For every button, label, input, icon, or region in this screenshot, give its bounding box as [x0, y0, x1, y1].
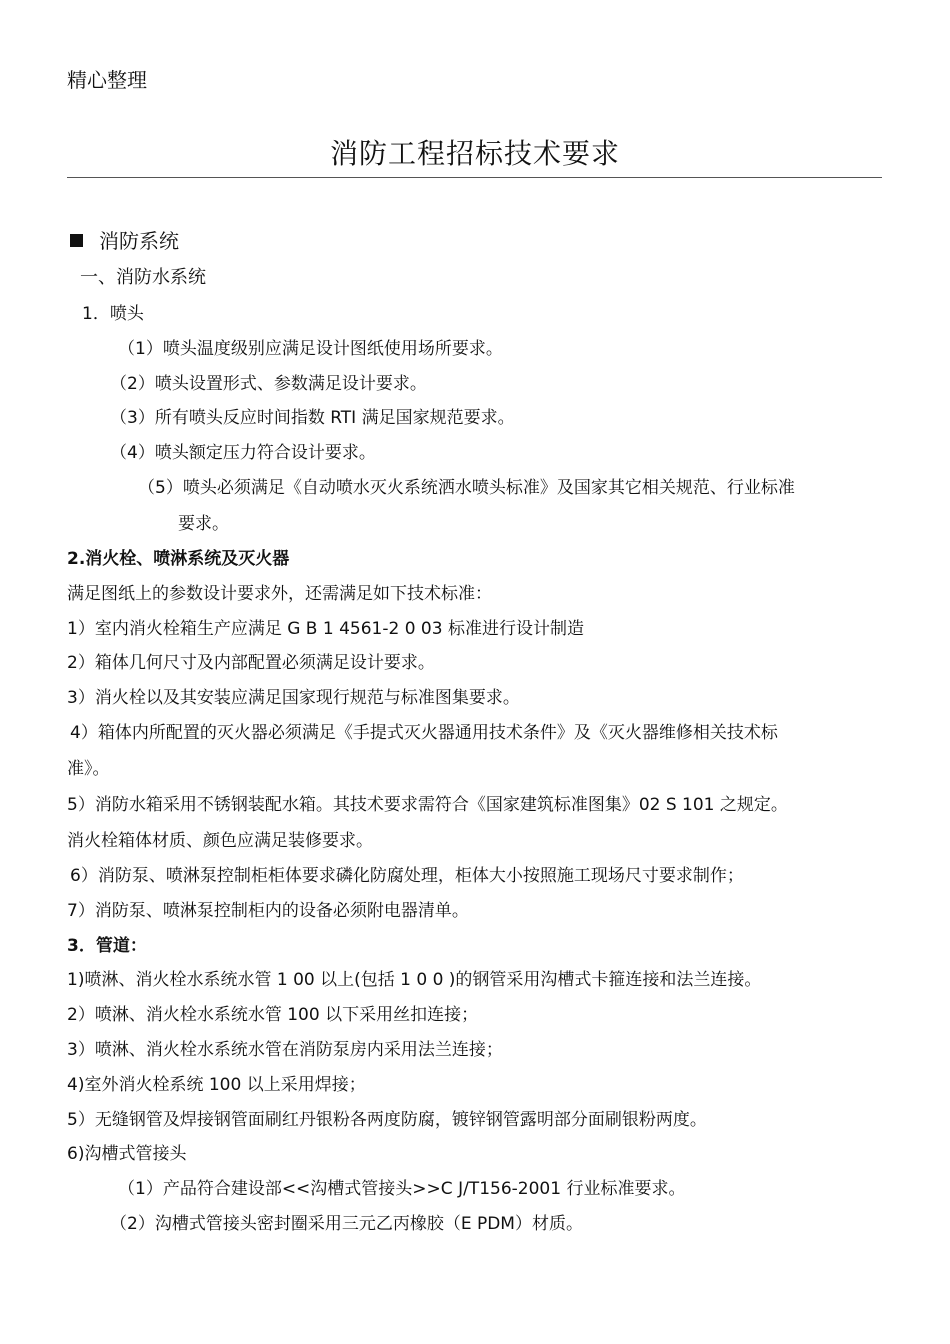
subsection-heading: 一、消防水系统 [80, 267, 206, 288]
list-item: 要求。 [178, 514, 229, 534]
title-divider [67, 177, 882, 178]
document-title: 消防工程招标技术要求 [329, 137, 620, 170]
list-item: （2）喷头设置形式、参数满足设计要求。 [110, 374, 427, 394]
paragraph-line: 5）消防水箱采用不锈钢装配水箱。其技术要求需符合《国家建筑标准图集》02 S 101 之规定。 [67, 795, 788, 815]
list-item: （5）喷头必须满足《自动喷水灭火系统洒水喷头标准》及国家其它相关规范、行业标准 [138, 478, 795, 498]
list-item: （3）所有喷头反应时间指数 RTI 满足国家规范要求。 [110, 408, 515, 428]
list-item: （2）沟槽式管接头密封圈采用三元乙丙橡胶（E PDM）材质。 [110, 1214, 583, 1234]
paragraph-line: 3）消火栓以及其安装应满足国家现行规范与标准图集要求。 [67, 688, 520, 708]
section-heading [70, 229, 179, 253]
section-heading-text: 消防系统 [99, 229, 179, 253]
paragraph-line: 6）消防泵、喷淋泵控制柜柜体要求磷化防腐处理，柜体大小按照施工现场尺寸要求制作； [70, 866, 744, 886]
paragraph-line: 1）室内消火栓箱生产应满足 G B 1 4561-2 0 03 标准进行设计制造 [67, 619, 584, 639]
list-item: （4）喷头额定压力符合设计要求。 [110, 443, 376, 463]
paragraph-line: 1)喷淋、消火栓水系统水管 1 00 以上(包括 1 0 0 )的钢管采用沟槽式卡箍连接和法兰连接。 [67, 970, 762, 990]
paragraph-line: 3）喷淋、消火栓水系统水管在消防泵房内采用法兰连接； [67, 1040, 503, 1060]
paragraph-line: 4）箱体内所配置的灭火器必须满足《手提式灭火器通用技术条件》及《灭火器维修相关技术标 [70, 723, 778, 743]
list-item: （1）喷头温度级别应满足设计图纸使用场所要求。 [118, 339, 503, 359]
part1-heading: 1．喷头 [82, 304, 144, 324]
paragraph-line: 5）无缝钢管及焊接钢管面刷红丹银粉各两度防腐，镀锌钢管露明部分面刷银粉两度。 [67, 1110, 707, 1130]
paragraph-line: 7）消防泵、喷淋泵控制柜内的设备必须附电器清单。 [67, 901, 469, 921]
paragraph-line: 2）箱体几何尺寸及内部配置必须满足设计要求。 [67, 653, 435, 673]
paragraph-line: 4)室外消火栓系统 100 以上采用焊接； [67, 1075, 366, 1095]
header-tag: 精心整理 [67, 68, 147, 92]
paragraph-line: 满足图纸上的参数设计要求外，还需满足如下技术标准： [67, 584, 492, 604]
paragraph-line: 消火栓箱体材质、颜色应满足装修要求。 [67, 831, 373, 851]
paragraph-line: 准》。 [67, 759, 110, 779]
part3-heading: 3．管道： [67, 936, 147, 956]
paragraph-line: 6)沟槽式管接头 [67, 1144, 187, 1164]
paragraph-line: 2）喷淋、消火栓水系统水管 100 以下采用丝扣连接； [67, 1005, 479, 1025]
list-item: （1）产品符合建设部<<沟槽式管接头>>C J/T156-2001 行业标准要求。 [118, 1179, 686, 1199]
part2-heading: 2.消火栓、喷淋系统及灭火器 [67, 549, 290, 569]
square-bullet-icon [70, 234, 83, 247]
